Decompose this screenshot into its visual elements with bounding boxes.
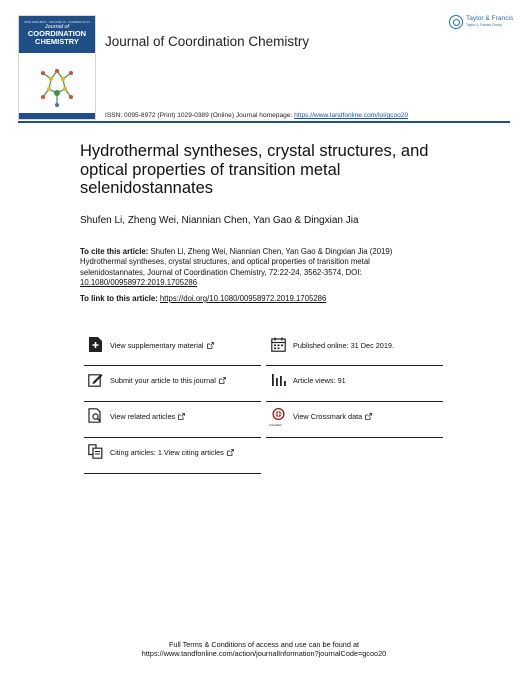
published-online-info [271, 337, 394, 352]
divider [84, 401, 261, 402]
tf-logo-icon [449, 15, 463, 29]
cite-doi-link[interactable]: 10.1080/00958972.2019.1705286 [80, 277, 198, 287]
crossmark-action[interactable] [271, 408, 372, 423]
link-label: To link to this article: [80, 294, 158, 303]
header-divider [18, 121, 510, 123]
submit-article-label: Submit your article to this journal [110, 376, 216, 385]
published-online-label: Published online: 31 Dec 2019. [293, 341, 395, 350]
divider [266, 437, 443, 438]
calendar-icon [271, 337, 286, 352]
citing-documents-icon [88, 444, 103, 459]
article-title: Hydrothermal syntheses, crystal structures, and optical properties of transition metal selenidostannates [80, 142, 429, 197]
divider [84, 473, 261, 474]
journal-title: Journal of Coordination Chemistry [105, 34, 310, 49]
bar-chart-icon [271, 372, 286, 387]
related-articles-action[interactable] [88, 408, 185, 423]
article-views-info [271, 372, 346, 387]
cover-strip: ISSN 0095-8972 · VOLUME 72 · NUMBER 22-24 [24, 20, 90, 24]
related-articles-label: View related articles [110, 412, 176, 421]
journal-homepage-link[interactable]: https://www.tandfonline.com/loi/gcoo20 [294, 112, 409, 119]
supplementary-material-action[interactable] [88, 337, 214, 352]
divider [266, 365, 443, 366]
cite-text: Shufen Li, Zheng Wei, Niannian Chen, Yan Gao & Dingxian Jia (2019) Hydrothermal syntheses, crystal structures, and optical properties of transition metal selenidostannates, Journal of Coordination Chemistry, 72:22-24, 3562-3574, DOI: [80, 247, 393, 277]
edit-icon [88, 372, 103, 387]
crossmark-icon [271, 408, 286, 423]
external-link-icon [365, 413, 372, 420]
submit-article-action[interactable] [88, 372, 226, 387]
citation-block [80, 247, 425, 288]
cover-line1: Journal of [44, 24, 70, 30]
terms-url[interactable]: https://www.tandfonline.com/action/journalInformation?journalCode=gcoo20 [141, 649, 387, 658]
journal-cover [18, 15, 96, 120]
cover-masthead [19, 16, 95, 53]
article-link-line [80, 294, 326, 303]
tf-logo-sub: Taylor & Francis Group [466, 23, 502, 27]
issn-text: ISSN: 0095-8972 (Print) 1029-0389 (Online) Journal homepage: [105, 112, 295, 119]
cover-line3: CHEMISTRY [35, 37, 79, 46]
issn-line [105, 112, 408, 119]
external-link-icon [178, 413, 185, 420]
divider [266, 401, 443, 402]
crossmark-caption: CrossMark [269, 424, 282, 427]
citing-articles-action[interactable] [88, 444, 234, 459]
taylor-francis-logo[interactable] [449, 13, 514, 33]
cite-label: To cite this article: [80, 247, 149, 256]
add-file-icon [88, 337, 103, 352]
article-doi-link[interactable]: https://doi.org/10.1080/00958972.2019.1705286 [159, 294, 327, 303]
citing-articles-label: Citing articles: 1 View citing articles [110, 448, 224, 457]
terms-notice: Full Terms & Conditions of access and use can be found at [168, 640, 360, 649]
molecule-illustration [37, 63, 77, 113]
crossmark-label: View Crossmark data [293, 412, 363, 421]
cover-footer-band [19, 113, 95, 119]
supplementary-material-label: View supplementary material [110, 341, 204, 350]
cover-line2: COORDINATION [27, 29, 87, 38]
article-views-label: Article views: 91 [293, 376, 346, 385]
divider [84, 437, 261, 438]
divider [84, 365, 261, 366]
external-link-icon [219, 377, 226, 384]
document-search-icon [88, 408, 103, 423]
tf-logo-name: Taylor & Francis [466, 15, 514, 22]
external-link-icon [227, 449, 234, 456]
article-authors: Shufen Li, Zheng Wei, Niannian Chen, Yan Gao & Dingxian Jia [80, 215, 359, 226]
external-link-icon [207, 342, 214, 349]
